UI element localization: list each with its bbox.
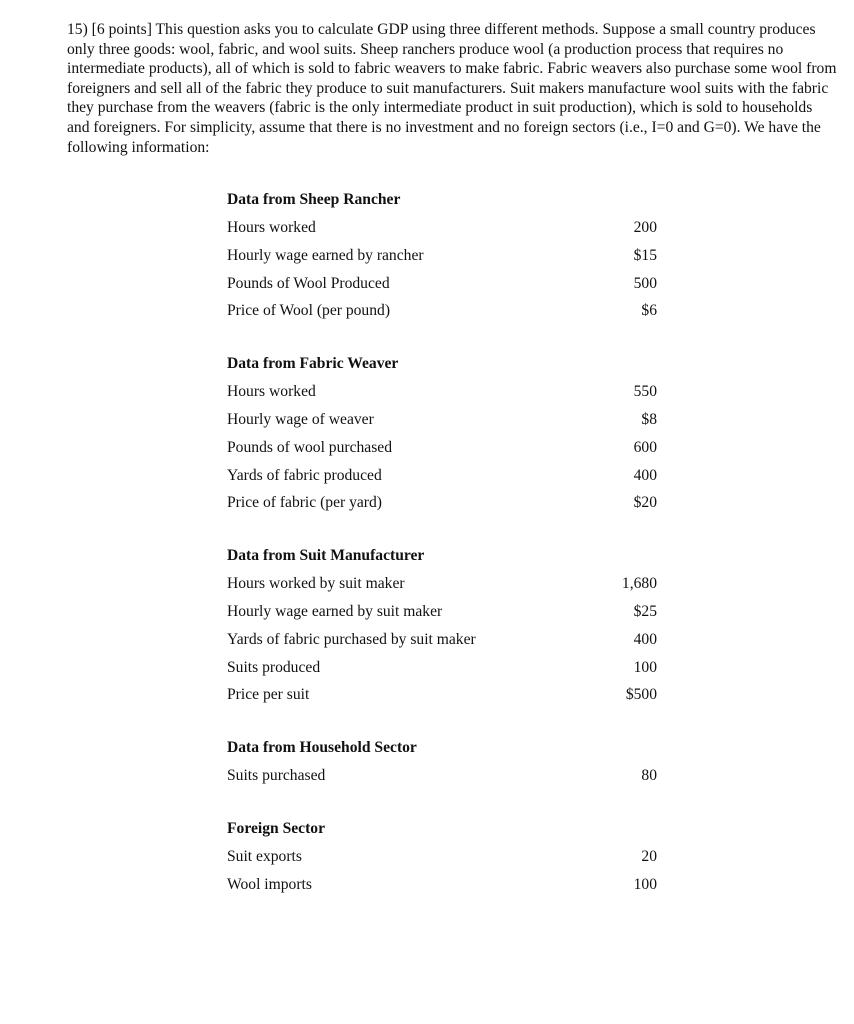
- row-value: $25: [633, 602, 657, 620]
- section-household: [227, 734, 657, 790]
- row-value: 600: [633, 438, 657, 456]
- row-value: $20: [633, 494, 657, 512]
- data-row: [227, 489, 657, 517]
- section-title: Data from Household Sector: [227, 739, 417, 757]
- data-row: [227, 214, 657, 242]
- row-label: Hours worked: [227, 219, 316, 236]
- row-label: Hourly wage earned by suit maker: [227, 602, 443, 620]
- row-label: Price of Wool (per pound): [227, 302, 391, 320]
- section-title: Data from Sheep Rancher: [227, 191, 401, 208]
- row-label: Hours worked: [227, 383, 316, 401]
- data-row: [227, 406, 657, 434]
- row-value: 500: [633, 274, 657, 292]
- row-value: $500: [625, 686, 657, 704]
- row-label: Hourly wage earned by rancher: [227, 246, 424, 264]
- data-row: [227, 843, 657, 871]
- section-title: Data from Fabric Weaver: [227, 355, 399, 373]
- row-value: 200: [633, 219, 657, 236]
- data-sections: [227, 186, 657, 924]
- row-value: 80: [641, 767, 657, 785]
- section-suit-manufacturer: [227, 542, 657, 709]
- row-label: Yards of fabric purchased by suit maker: [227, 630, 476, 648]
- data-row: [227, 297, 657, 325]
- data-row: [227, 462, 657, 490]
- row-label: Price of fabric (per yard): [227, 494, 382, 512]
- row-value: 100: [633, 875, 657, 893]
- data-row: [227, 598, 657, 626]
- row-label: Suits purchased: [227, 767, 326, 785]
- data-row: [227, 270, 657, 298]
- data-row: [227, 242, 657, 270]
- row-label: Pounds of Wool Produced: [227, 274, 390, 292]
- section-title: Foreign Sector: [227, 819, 326, 837]
- row-label: Price per suit: [227, 686, 310, 704]
- row-value: $8: [641, 410, 657, 428]
- row-label: Suit exports: [227, 847, 302, 865]
- section-fabric-weaver: [227, 350, 657, 517]
- section-sheep-rancher: [227, 186, 657, 325]
- row-label: Hourly wage of weaver: [227, 410, 374, 428]
- row-value: 1,680: [621, 575, 657, 593]
- row-label: Yards of fabric produced: [227, 466, 382, 484]
- data-row: [227, 762, 657, 790]
- row-label: Wool imports: [227, 875, 312, 893]
- section-title: Data from Suit Manufacturer: [227, 547, 425, 565]
- row-value: 550: [633, 383, 657, 401]
- data-row: [227, 681, 657, 709]
- section-foreign: [227, 815, 657, 899]
- data-row: [227, 871, 657, 899]
- row-label: Hours worked by suit maker: [227, 575, 405, 593]
- data-row: [227, 570, 657, 598]
- row-label: Pounds of wool purchased: [227, 438, 393, 456]
- row-value: 400: [633, 630, 657, 648]
- row-value: 400: [633, 466, 657, 484]
- row-value: 20: [641, 847, 657, 865]
- row-value: $15: [633, 246, 657, 264]
- data-row: [227, 378, 657, 406]
- row-value: 100: [633, 658, 657, 676]
- row-value: $6: [641, 302, 657, 320]
- data-row: [227, 434, 657, 462]
- data-row: [227, 654, 657, 682]
- data-row: [227, 626, 657, 654]
- question-text: 15) [6 points] This question asks you to calculate GDP using three different methods. Suppose a small country produces only three goods: wool, fabric, and wool suits. Sheep ranchers produce wool (a production process that requires no intermediate products), all of which is sold to fabric weavers to make fabric. Fabric weavers also purchase some wool from foreigners and sell all of the fabric they produce to suit manufacturers. Suit makers manufacture wool suits with the fabric they purchase from the weavers (fabric is the only intermediate product in suit production), which is sold to households and foreigners. For simplicity, assume that there is no investment and no foreign sectors (i.e., I=0 and G=0). We have the following information:: [67, 21, 837, 156]
- row-label: Suits produced: [227, 658, 321, 676]
